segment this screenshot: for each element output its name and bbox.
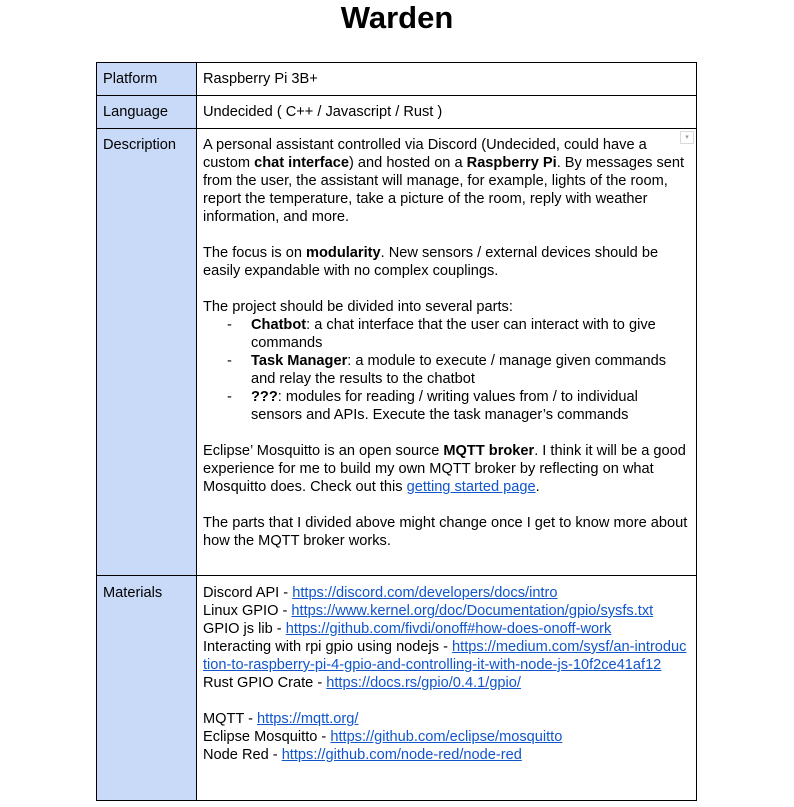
list-item: - Task Manager: a module to execute / manage given commands and relay the results to the chatbot: [227, 353, 667, 387]
material-link[interactable]: https://github.com/eclipse/mosquitto: [330, 729, 563, 745]
material-link[interactable]: https://medium.com/sysf/an-introduction-to-raspberry-pi-4-gpio-and-controlling-it-with-node-js-10f2ce41af12: [203, 639, 687, 673]
project-info-table: [96, 62, 697, 801]
description-paragraph: The project should be divided into several parts:: [203, 299, 513, 315]
material-item: Eclipse Mosquitto - https://github.com/eclipse/mosquitto: [203, 729, 563, 745]
materials-value: [197, 576, 697, 801]
list-item: - Chatbot: a chat interface that the user can interact with to give commands: [227, 317, 656, 351]
list-item: - ???: modules for reading / writing values from / to individual sensors and APIs. Execute the task manager’s commands: [227, 389, 638, 423]
material-item: Interacting with rpi gpio using nodejs - https://medium.com/sysf/an-introduction-to-raspberry-pi-4-gpio-and-controlling-it-with-node-js-10f2ce41af12: [203, 639, 687, 673]
table-row: [97, 96, 697, 129]
platform-label: Platform: [97, 63, 197, 96]
material-link[interactable]: https://github.com/node-red/node-red: [281, 747, 522, 763]
language-label: Language: [97, 96, 197, 129]
material-item: Linux GPIO - https://www.kernel.org/doc/Documentation/gpio/sysfs.txt: [203, 603, 654, 619]
description-value: [197, 129, 697, 576]
page-title: Warden: [340, 0, 454, 35]
material-link[interactable]: https://discord.com/developers/docs/intro: [292, 585, 558, 601]
description-paragraph: Eclipse’ Mosquitto is an open source MQTT broker. I think it will be a good experience for me to build my own MQTT broker by reflecting on what Mosquitto does. Check out this getting started page.: [203, 443, 686, 495]
material-item: Node Red - https://github.com/node-red/node-red: [203, 747, 522, 763]
material-link[interactable]: https://github.com/fivdi/onoff#how-does-onoff-work: [285, 621, 612, 637]
description-paragraph: A personal assistant controlled via Discord (Undecided, could have a custom chat interface) and hosted on a Raspberry Pi. By messages sent from the user, the assistant will manage, for example, lights of the room, report the temperature, take a picture of the room, reply with weather information, and more.: [203, 137, 685, 225]
material-item: Discord API - https://discord.com/developers/docs/intro: [203, 585, 558, 601]
materials-label: Materials: [97, 576, 197, 801]
getting-started-link[interactable]: getting started page: [406, 479, 536, 495]
table-row: [97, 129, 697, 576]
table-row: [97, 576, 697, 801]
language-value: Undecided ( C++ / Javascript / Rust ): [197, 96, 697, 129]
material-item: Rust GPIO Crate - https://docs.rs/gpio/0.4.1/gpio/: [203, 675, 521, 691]
material-item: GPIO js lib - https://github.com/fivdi/onoff#how-does-onoff-work: [203, 621, 612, 637]
table-row: [97, 63, 697, 96]
material-item: MQTT - https://mqtt.org/: [203, 711, 359, 727]
material-link[interactable]: https://www.kernel.org/doc/Documentation/gpio/sysfs.txt: [291, 603, 654, 619]
parts-list: [203, 316, 690, 424]
description-paragraph: The parts that I divided above might change once I get to know more about how the MQTT broker works.: [203, 515, 688, 549]
dropdown-corner-icon[interactable]: ▾: [680, 131, 694, 144]
material-link[interactable]: https://docs.rs/gpio/0.4.1/gpio/: [326, 675, 521, 691]
description-label: Description: [97, 129, 197, 576]
platform-value: Raspberry Pi 3B+: [197, 63, 697, 96]
material-link[interactable]: https://mqtt.org/: [257, 711, 359, 727]
description-paragraph: The focus is on modularity. New sensors / external devices should be easily expandable with no complex couplings.: [203, 245, 659, 279]
